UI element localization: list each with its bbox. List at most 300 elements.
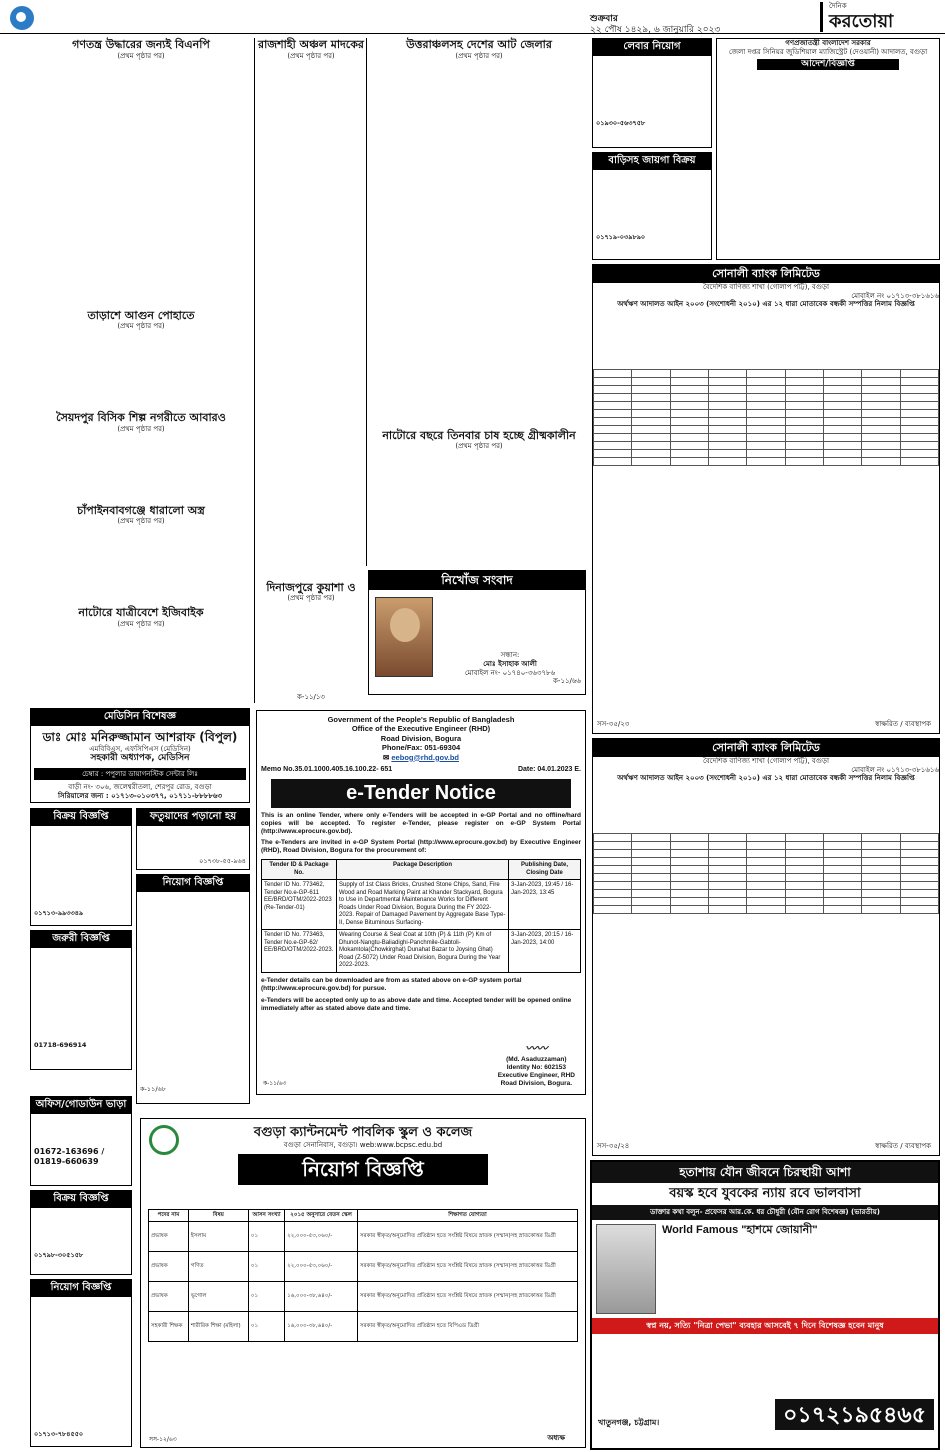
bank-cell bbox=[670, 458, 708, 466]
table-row bbox=[594, 890, 939, 898]
bank-cell bbox=[785, 866, 823, 874]
column-1 bbox=[30, 38, 252, 703]
bank-notice-title-1: অর্থঋণ আদালত আইন ২০০৩ (সংশোধনী ২০১০) এর ১২ ধারা মোতাবেক বন্ধকী সম্পত্তির নিলাম বিজ্ঞপ্তি bbox=[617, 300, 915, 309]
table-row bbox=[594, 858, 939, 866]
classified-3-title: নিয়োগ বিজ্ঞপ্তি bbox=[137, 875, 249, 892]
bank-cell bbox=[632, 370, 670, 378]
table-row bbox=[594, 906, 939, 914]
school-col-4: শিক্ষাগত যোগ্যতা bbox=[358, 1210, 578, 1222]
bank-cell bbox=[670, 418, 708, 426]
bank-cell bbox=[785, 458, 823, 466]
bank-branch-1: বৈদেশিক বাণিজ্য শাখা (গোলাপ পট্টি), বগুড়া bbox=[702, 282, 830, 291]
bank-cell bbox=[670, 394, 708, 402]
bank-notice-2 bbox=[592, 738, 940, 1156]
column-3 bbox=[366, 38, 588, 566]
etender-email-text: eebog@rhd.gov.bd bbox=[391, 752, 459, 762]
bank-cell bbox=[900, 906, 938, 914]
bank-terms-1 bbox=[593, 470, 939, 610]
bank-cell bbox=[862, 442, 900, 450]
bank-cell bbox=[823, 370, 861, 378]
bank-cell bbox=[670, 874, 708, 882]
labour-ad-phone: ০১৯৩০-৫৬৩৭৫৮ bbox=[596, 118, 646, 127]
headline-5-sub: (প্রথম পৃষ্ঠার পর) bbox=[117, 619, 165, 628]
paper-title: করতোয়া bbox=[829, 10, 894, 32]
bank-cell bbox=[900, 394, 938, 402]
school-col-1: বিষয় bbox=[188, 1210, 248, 1222]
table-row bbox=[594, 402, 939, 410]
bank-cell bbox=[594, 882, 632, 890]
bank-notice-1 bbox=[592, 264, 940, 734]
school-cell-2-0: প্রভাষক bbox=[149, 1282, 189, 1312]
bank-cell bbox=[708, 394, 746, 402]
bank-cell bbox=[862, 898, 900, 906]
headline-1: গণতন্ত্র উদ্ধারের জন্যই বিএনপি bbox=[72, 38, 210, 51]
table-row bbox=[149, 1252, 578, 1282]
story-6-body bbox=[258, 61, 364, 581]
etender-notice bbox=[256, 710, 586, 1095]
bank-cell bbox=[900, 834, 938, 842]
bank-cell bbox=[785, 426, 823, 434]
bank-cell bbox=[900, 378, 938, 386]
classified-ad-6 bbox=[30, 1190, 132, 1275]
bank-cell bbox=[862, 842, 900, 850]
bank-cell bbox=[900, 450, 938, 458]
bank-cell bbox=[594, 426, 632, 434]
bank-cell bbox=[747, 386, 785, 394]
bank-cell bbox=[862, 386, 900, 394]
bank-notice-title-2: অর্থঋণ আদালত আইন ২০০৩ (সংশোধনী ২০১০) এর ১২ ধারা মোতাবেক বন্ধকী সম্পত্তির নিলাম বিজ্ঞপ্তি bbox=[617, 774, 915, 783]
bank-cell bbox=[747, 410, 785, 418]
bank-cell bbox=[670, 850, 708, 858]
school-cell-0-3: ২২,০০০-৫৩,০৬০/- bbox=[285, 1222, 358, 1252]
etender-row1-id: Tender ID No. 773462, Tender No.e-GP-611 EE/BRD/OTM/2022-2023 (Re-Tender-01) bbox=[262, 880, 337, 930]
classified-7-title: নিয়োগ বিজ্ঞপ্তি bbox=[31, 1280, 131, 1297]
bank-notice-body-2 bbox=[593, 783, 939, 833]
school-cell-2-1: ভূগোল bbox=[188, 1282, 248, 1312]
etender-table bbox=[261, 859, 581, 973]
bank-cell bbox=[594, 386, 632, 394]
bank-cell bbox=[632, 410, 670, 418]
banner-doctor: ডাক্তার কথা বলুন- প্রফেসর আর.কে. ধর চৌধুরী (যৌন রোগ বিশেষজ্ঞ) (ভারতীয়) bbox=[592, 1205, 938, 1220]
bank-cell bbox=[708, 866, 746, 874]
bank-cell bbox=[632, 426, 670, 434]
school-cell-1-0: প্রভাষক bbox=[149, 1252, 189, 1282]
newspaper-logo-icon bbox=[10, 6, 34, 30]
school-table bbox=[148, 1209, 578, 1342]
classified-ad-4 bbox=[30, 930, 132, 1070]
bank-cell bbox=[670, 378, 708, 386]
bank-cell bbox=[632, 442, 670, 450]
bank-cell bbox=[747, 858, 785, 866]
bank-cell bbox=[632, 866, 670, 874]
banner-red: স্বপ্ন নয়, সত্যি "নিত্রা পেভা" ব্যবহার আসবেই ৭ দিনে বিশেষজ্ঞ হবেন মানুষ bbox=[592, 1318, 938, 1334]
bank-cell bbox=[900, 850, 938, 858]
bank-cell bbox=[594, 906, 632, 914]
school-col-3: ২০১৫ অনুসারে বেতন স্কেল bbox=[285, 1210, 358, 1222]
classified-1-phone: ০১৭১৩-৯৯৩৩৪৯ bbox=[34, 908, 84, 917]
bank-cell bbox=[785, 858, 823, 866]
headline-3: সৈয়দপুর বিসিক শিল্প নগরীতে আবারও bbox=[56, 411, 226, 424]
bank-cell bbox=[823, 402, 861, 410]
headline-6: রাজশাহী অঞ্চল মাদকের bbox=[258, 38, 364, 51]
bank-cell bbox=[747, 402, 785, 410]
etender-sig-name: (Md. Asaduzzaman) bbox=[506, 1055, 567, 1063]
bank-cell bbox=[862, 434, 900, 442]
headline-6-sub: (প্রথম পৃষ্ঠার পর) bbox=[287, 51, 335, 60]
bank-cell bbox=[594, 378, 632, 386]
bank-cell bbox=[785, 874, 823, 882]
bank-cell bbox=[708, 370, 746, 378]
bank-cell bbox=[747, 874, 785, 882]
school-col-0: পদের নাম bbox=[149, 1210, 189, 1222]
missing-contact-name: মোঃ ইসাহাক আলী bbox=[483, 659, 537, 668]
etender-intro: This is an online Tender, where only e-Tenders will be accepted in e-GP Portal and no offline/hard copies will be accepted. To register e-Tender, please register on e-GP System Portal (http://www.eprocure.gov.bd). bbox=[261, 811, 581, 835]
bank-branch-2: বৈদেশিক বাণিজ্য শাখা (গোলাপ পট্টি), বগুড়া bbox=[702, 756, 830, 765]
bank-cell bbox=[823, 842, 861, 850]
table-row bbox=[594, 866, 939, 874]
classified-3-body bbox=[137, 892, 249, 1082]
bank-cell bbox=[708, 418, 746, 426]
bank-cell bbox=[900, 890, 938, 898]
labour-ad-title: লেবার নিয়োগ bbox=[593, 39, 711, 56]
bank-cell bbox=[785, 418, 823, 426]
bank-cell bbox=[823, 890, 861, 898]
bank-cell bbox=[900, 386, 938, 394]
bank-cell bbox=[670, 386, 708, 394]
school-cell-3-1: শারীরিক শিক্ষা (মহিলা) bbox=[188, 1312, 248, 1342]
bank-cell bbox=[900, 458, 938, 466]
bank-cell bbox=[785, 434, 823, 442]
bank-cell bbox=[747, 898, 785, 906]
banner-more bbox=[592, 1334, 938, 1364]
table-row bbox=[594, 410, 939, 418]
bank-cell bbox=[670, 890, 708, 898]
headline-4-sub: (প্রথম পৃষ্ঠার পর) bbox=[117, 517, 165, 526]
school-cell-3-4: সরকার স্বীকৃত/অনুমোদিত প্রতিষ্ঠান হতে বিপিএড ডিগ্রী bbox=[358, 1312, 578, 1342]
bank-cell bbox=[708, 426, 746, 434]
bank-cell bbox=[785, 442, 823, 450]
school-cell-0-2: ০১ bbox=[248, 1222, 284, 1252]
email-icon: ✉ bbox=[383, 752, 390, 762]
bank-cell bbox=[747, 370, 785, 378]
school-sig: অধ্যক্ষ bbox=[547, 1434, 565, 1443]
table-row bbox=[262, 880, 581, 930]
classified-1-body bbox=[31, 826, 131, 906]
bank-cell bbox=[785, 890, 823, 898]
missing-contact-label: সন্ধান: bbox=[500, 651, 520, 659]
bank-cell bbox=[670, 842, 708, 850]
bank-cell bbox=[823, 442, 861, 450]
bank-cell bbox=[862, 906, 900, 914]
bank-cell bbox=[823, 882, 861, 890]
bank-cell bbox=[632, 906, 670, 914]
etender-email[interactable] bbox=[261, 753, 581, 762]
table-row bbox=[594, 426, 939, 434]
bank-cell bbox=[785, 394, 823, 402]
bank-cell bbox=[708, 906, 746, 914]
bank-cell bbox=[862, 378, 900, 386]
bank-cell bbox=[747, 906, 785, 914]
bank-cell bbox=[823, 834, 861, 842]
classified-4-body bbox=[31, 948, 131, 1038]
table-row bbox=[594, 418, 939, 426]
etender-division: Road Division, Bogura bbox=[380, 733, 462, 743]
banner-body-text bbox=[656, 1224, 934, 1314]
banner-body bbox=[592, 1220, 938, 1318]
land-sale-title: বাড়িসহ জায়গা বিক্রয় bbox=[593, 153, 711, 170]
bank-cell bbox=[632, 842, 670, 850]
bank-cell bbox=[823, 386, 861, 394]
bank-cell bbox=[632, 386, 670, 394]
bank-cell bbox=[594, 370, 632, 378]
etender-row1-date: 3-Jan-2023, 19:45 / 16-Jan-2023, 13:45 bbox=[509, 880, 581, 930]
land-sale-ad bbox=[592, 152, 712, 260]
bank-cell bbox=[632, 890, 670, 898]
bank-cell bbox=[747, 882, 785, 890]
etender-title: e-Tender Notice bbox=[271, 779, 571, 808]
school-title: নিয়োগ বিজ্ঞপ্তি bbox=[238, 1154, 488, 1185]
doctor-name: ডাঃ মোঃ মনিরুজ্জামান আশরাফ (বিপুল) bbox=[42, 729, 238, 744]
bank-cell bbox=[632, 898, 670, 906]
table-row bbox=[594, 378, 939, 386]
bank-cell bbox=[862, 418, 900, 426]
court-notice bbox=[716, 38, 940, 260]
bank-cell bbox=[708, 386, 746, 394]
etender-intro2: The e-Tenders are invited in e-GP System Portal (http://www.eprocure.gov.bd) by Executive Engineer (RHD), Road Division, Bogura for the procurement of: bbox=[261, 839, 581, 855]
bank-cell bbox=[632, 450, 670, 458]
table-row bbox=[149, 1282, 578, 1312]
headline-5: নাটোরে যাত্রীবেশে ইজিবাইক bbox=[78, 606, 204, 619]
bank-cell bbox=[747, 834, 785, 842]
labour-ad-body bbox=[593, 56, 711, 116]
etender-sig-post: Executive Engineer, RHD bbox=[497, 1071, 575, 1079]
etender-phone: Phone/Fax: 051-69304 bbox=[381, 743, 461, 753]
bank-cell bbox=[862, 890, 900, 898]
classified-1-title: বিক্রয় বিজ্ঞপ্তি bbox=[31, 809, 131, 826]
doctor-ad-header: মেডিসিন বিশেষজ্ঞ bbox=[31, 709, 249, 726]
bank-property-table-1 bbox=[593, 369, 939, 466]
bank-cell bbox=[785, 834, 823, 842]
bank-cell bbox=[594, 890, 632, 898]
etender-row1-desc: Supply of 1st Class Bricks, Crushed Stone Chips, Sand, Fire Wood and Road Marking Paint at Khander Stackyard, Bogura to Use in Departmental Maintenance Works for Different Roads Under Road Division, Bogura During the FY 2022-2023. Repair of Damaged Pavement by Aggregate Base Type- II, Dense Bituminous Surfacing- bbox=[337, 880, 509, 930]
bank-cell bbox=[632, 882, 670, 890]
court-name: জেলা দপ্তর সিনিয়র জুডিশিয়াল ম্যাজিস্ট্রেট (দেওয়ানী) আদালত, বগুড়া bbox=[728, 47, 928, 56]
classified-ad-1 bbox=[30, 808, 132, 926]
bank-cell bbox=[747, 442, 785, 450]
table-row bbox=[594, 898, 939, 906]
doctor-serial: সিরিয়ালের জন্য : ০১৭১৩-০১০৩৭৭, ০১৭১১-৮৮৮৮৬৩ bbox=[57, 792, 223, 800]
bank-cell bbox=[594, 434, 632, 442]
banner-description bbox=[662, 1238, 934, 1308]
bank-cell bbox=[862, 426, 900, 434]
etender-col-desc: Package Description bbox=[337, 860, 509, 880]
land-sale-phone: ০১৭১৯-০৩৯৮৯০ bbox=[596, 232, 646, 241]
bank-cell bbox=[594, 394, 632, 402]
bank-cell bbox=[900, 402, 938, 410]
classified-6-title: বিক্রয় বিজ্ঞপ্তি bbox=[31, 1191, 131, 1208]
bank-cell bbox=[900, 898, 938, 906]
classified-ad-5 bbox=[30, 1096, 132, 1186]
story-7-body bbox=[258, 603, 364, 693]
bank-cell bbox=[594, 418, 632, 426]
bank-cell bbox=[862, 874, 900, 882]
etender-foot2: e-Tenders will be accepted only up to as above date and time. Accepted tender will be opened online immediately after as stated above date and time. bbox=[261, 997, 572, 1013]
bank-cell bbox=[862, 410, 900, 418]
bank-cell bbox=[747, 434, 785, 442]
paper-small: দৈনিক bbox=[829, 2, 847, 10]
bank-cell bbox=[747, 458, 785, 466]
bank-cell bbox=[823, 850, 861, 858]
bank-ref-2: সস-৩৫/২৪ bbox=[597, 1142, 630, 1151]
classified-3-ref: ক-১১/৬৮ bbox=[140, 1084, 166, 1093]
school-cell-1-3: ২২,০০০-৫৩,০৬০/- bbox=[285, 1252, 358, 1282]
banner-address: খাতুনগঞ্জ, চট্টগ্রাম। bbox=[598, 1418, 660, 1427]
etender-memo-row bbox=[261, 766, 581, 775]
bank-cell bbox=[708, 842, 746, 850]
bank-cell bbox=[670, 442, 708, 450]
classified-2-phone: ০১৭৩৮-৫৫-৯৬৪ bbox=[199, 856, 246, 865]
bank-cell bbox=[594, 834, 632, 842]
bank-cell bbox=[708, 834, 746, 842]
bank-cell bbox=[632, 378, 670, 386]
missing-body bbox=[439, 599, 581, 649]
bank-cell bbox=[594, 410, 632, 418]
classified-ad-2 bbox=[136, 808, 250, 870]
table-row bbox=[594, 442, 939, 450]
doctor-degree: এমবিবিএস, এফসিপিএস (মেডিসিন) bbox=[89, 744, 191, 753]
bank-cell bbox=[594, 898, 632, 906]
classified-5-phone: 01672-163696 / 01819-660639 bbox=[34, 1146, 105, 1166]
bank-notice-body-1 bbox=[593, 309, 939, 369]
bank-cell bbox=[900, 434, 938, 442]
bank-cell bbox=[632, 850, 670, 858]
school-ref: সস-১২/৬৩ bbox=[149, 1435, 177, 1443]
bank-cell bbox=[708, 874, 746, 882]
table-row bbox=[594, 450, 939, 458]
table-row bbox=[594, 874, 939, 882]
bank-cell bbox=[900, 858, 938, 866]
doctor-ad bbox=[30, 708, 250, 803]
bank-cell bbox=[708, 458, 746, 466]
classified-2-title: ফতুয়াদের পড়ানো হয় bbox=[137, 809, 249, 826]
missing-title: নিখোঁজ সংবাদ bbox=[369, 571, 585, 590]
bank-cell bbox=[670, 426, 708, 434]
doctor-photo bbox=[596, 1224, 656, 1314]
bank-property-table-2 bbox=[593, 833, 939, 914]
story-1-body bbox=[30, 61, 252, 309]
bank-cell bbox=[747, 850, 785, 858]
banner-line1: হতাশায় যৌন জীবনে চিরস্থায়ী আশা bbox=[592, 1162, 938, 1183]
etender-memo: Memo No.35.01.1000.405.16.100.22- 651 bbox=[261, 765, 393, 773]
missing-person-photo bbox=[375, 597, 433, 677]
missing-contact bbox=[439, 651, 581, 686]
bank-cell bbox=[747, 842, 785, 850]
table-row bbox=[594, 394, 939, 402]
banner-world: World Famous "হাশমে জোয়ানী" bbox=[662, 1224, 818, 1236]
bank-cell bbox=[823, 434, 861, 442]
bank-cell bbox=[900, 874, 938, 882]
bank-cell bbox=[900, 426, 938, 434]
bank-phone-2: মোবাইল নং ০১৭১৩-৩৮১৬১৬ bbox=[851, 765, 939, 774]
bank-cell bbox=[747, 418, 785, 426]
classified-2-body bbox=[137, 826, 249, 854]
bank-cell bbox=[900, 842, 938, 850]
bank-cell bbox=[708, 410, 746, 418]
etender-signature bbox=[498, 1042, 575, 1088]
bank-cell bbox=[670, 882, 708, 890]
table-row bbox=[594, 834, 939, 842]
classified-7-phone: ০১৭১৩-৭৮৪৫৫০ bbox=[34, 1429, 84, 1438]
date: ২২ পৌষ ১৪২৯, ৬ জানুয়ারি ২০২৩ bbox=[590, 25, 721, 36]
school-cell-2-2: ০১ bbox=[248, 1282, 284, 1312]
bank-cell bbox=[708, 434, 746, 442]
bank-cell bbox=[823, 874, 861, 882]
bank-cell bbox=[785, 898, 823, 906]
classified-ad-7 bbox=[30, 1279, 132, 1447]
bank-cell bbox=[708, 450, 746, 458]
bank-cell bbox=[862, 850, 900, 858]
etender-gov-line: Government of the People's Republic of Bangladesh bbox=[327, 715, 515, 724]
bank-cell bbox=[823, 418, 861, 426]
school-logo-icon bbox=[149, 1125, 179, 1155]
bank-cell bbox=[632, 858, 670, 866]
bank-cell bbox=[785, 906, 823, 914]
table-row bbox=[594, 850, 939, 858]
bank-cell bbox=[632, 394, 670, 402]
bank-cell bbox=[594, 850, 632, 858]
bank-cell bbox=[823, 426, 861, 434]
bank-cell bbox=[900, 370, 938, 378]
school-recruitment bbox=[140, 1118, 586, 1448]
headline-2-sub: (প্রথম পৃষ্ঠার পর) bbox=[117, 322, 165, 331]
column-2 bbox=[254, 38, 364, 703]
bank-cell bbox=[862, 858, 900, 866]
classified-ad-3 bbox=[136, 874, 250, 1104]
school-cell-1-4: সরকার স্বীকৃত/অনুমোদিত প্রতিষ্ঠান হতে সংশ্লিষ্ট বিষয়ে স্নাতক (সম্মান)সহ স্নাতকোত্তর ডিগ্রী bbox=[358, 1252, 578, 1282]
school-cell-3-0: সহকারী শিক্ষক bbox=[149, 1312, 189, 1342]
bank-cell bbox=[785, 410, 823, 418]
school-col-2: আসন সংখ্যা bbox=[248, 1210, 284, 1222]
bank-cell bbox=[670, 402, 708, 410]
bank-cell bbox=[670, 834, 708, 842]
etender-date: Date: 04.01.2023 E. bbox=[517, 765, 581, 773]
court-title: আদেশ/বিজ্ঞপ্তি bbox=[757, 59, 899, 70]
bank-cell bbox=[632, 874, 670, 882]
story-2-body bbox=[30, 331, 252, 411]
doctor-post: সহকারী অধ্যাপক, মেডিসিন bbox=[90, 753, 190, 764]
bank-cell bbox=[862, 458, 900, 466]
bank-cell bbox=[862, 834, 900, 842]
bank-cell bbox=[823, 866, 861, 874]
bank-cell bbox=[632, 458, 670, 466]
bank-cell bbox=[708, 850, 746, 858]
school-cell-3-3: ১৬,০০০-৩৮,৬৪০/- bbox=[285, 1312, 358, 1342]
bank-cell bbox=[785, 386, 823, 394]
bank-name-1: সোনালী ব্যাংক লিমিটেড bbox=[593, 265, 939, 283]
bank-cell bbox=[785, 370, 823, 378]
bank-cell bbox=[670, 410, 708, 418]
bank-cell bbox=[594, 458, 632, 466]
table-row bbox=[149, 1312, 578, 1342]
headline-8: উত্তরাঞ্চলসহ দেশের আট জেলার bbox=[406, 38, 552, 51]
bank-cell bbox=[785, 402, 823, 410]
bank-cell bbox=[708, 898, 746, 906]
table-row bbox=[594, 370, 939, 378]
classified-4-phone: 01718-696914 bbox=[34, 1040, 87, 1049]
bank-cell bbox=[785, 450, 823, 458]
headline-9-sub: (প্রথম পৃষ্ঠার পর) bbox=[455, 442, 503, 451]
table-row bbox=[262, 930, 581, 973]
